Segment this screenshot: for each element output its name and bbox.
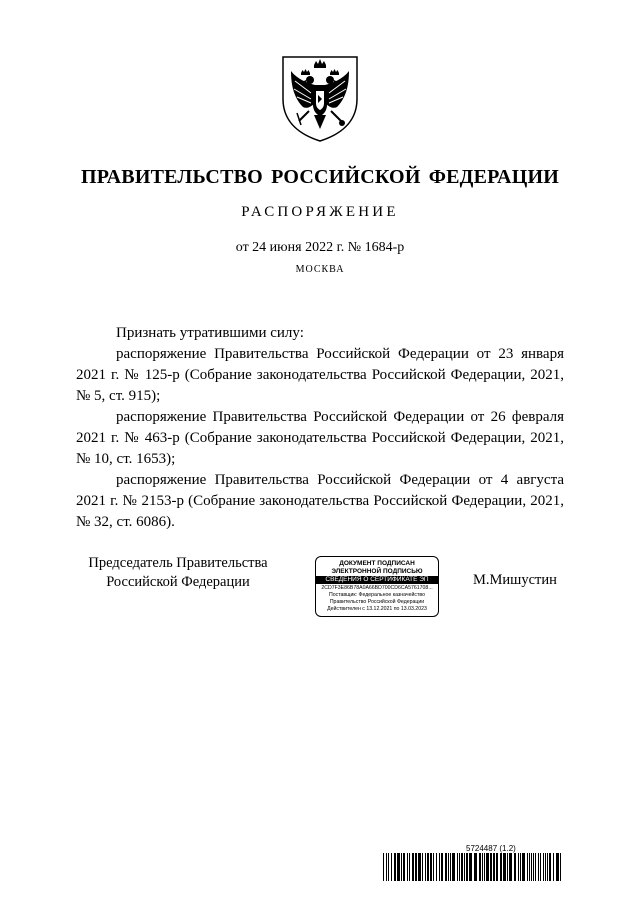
body-paragraph: распоряжение Правительства Российской Федерации от 26 февраля 2021 г. № 463-р (Собрание законодательства Российской Федерации, 2021, № 10, ст. 1653); (76, 409, 564, 467)
signatory-position (78, 554, 278, 592)
signatory-name: М.Мишустин (473, 572, 557, 588)
stamp-certificate-band: СВЕДЕНИЯ О СЕРТИФИКАТЕ ЭП (316, 576, 438, 584)
document-date-number: от 24 июня 2022 г. № 1684-р (235, 240, 405, 255)
signatory-position-line: Российской Федерации (106, 574, 250, 590)
stamp-owner: Правительство Российской Федерации (329, 599, 425, 605)
coat-of-arms-icon (279, 53, 361, 143)
document-city: МОСКВА (295, 264, 345, 275)
barcode-number: 5724487 (1.2) (466, 844, 516, 853)
barcode-icon (383, 853, 561, 881)
stamp-validity: Действителен с 13.12.2021 по 13.03.2023 (327, 606, 427, 612)
stamp-certificate-id: 2CD7F3E86B78A0A66BD700CD6CA5761708... (321, 585, 433, 591)
stamp-title-line: ДОКУМЕНТ ПОДПИСАН (339, 560, 415, 567)
body-paragraph: Признать утратившими силу: (116, 325, 304, 341)
signatory-position-line: Председатель Правительства (88, 555, 268, 571)
organization-title: ПРАВИТЕЛЬСТВО РОССИЙСКОЙ ФЕДЕРАЦИИ (81, 166, 559, 188)
electronic-signature-stamp (315, 556, 439, 617)
stamp-issuer: Поставщик: Федеральное казначейство (329, 592, 425, 598)
body-paragraph: распоряжение Правительства Российской Федерации от 4 августа 2021 г. № 2153-р (Собрание законодательства Российской Федерации, 2021, № 32, ст. 6086). (76, 472, 564, 530)
document-body (76, 323, 564, 533)
document-type: РАСПОРЯЖЕНИЕ (241, 204, 399, 220)
stamp-title-line: ЭЛЕКТРОННОЙ ПОДПИСЬЮ (331, 568, 423, 575)
body-paragraph: распоряжение Правительства Российской Федерации от 23 января 2021 г. № 125-р (Собрание законодательства Российской Федерации, 2021, № 5, ст. 915); (76, 346, 564, 404)
